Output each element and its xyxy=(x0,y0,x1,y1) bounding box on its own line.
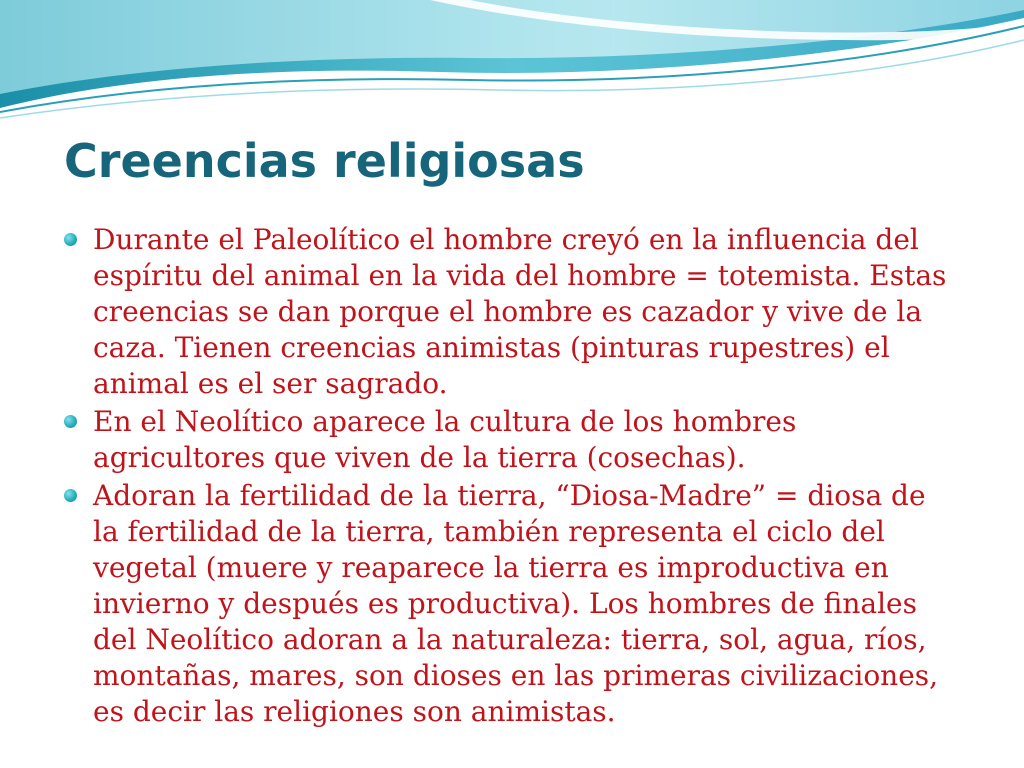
bullet-dot-icon xyxy=(64,415,77,428)
bullet-item-fertilidad xyxy=(60,478,960,730)
bullet-dot-icon xyxy=(64,489,77,502)
bullet-list xyxy=(60,222,960,732)
wave-header-decoration xyxy=(0,0,1024,130)
bullet-item-paleolitico xyxy=(60,222,960,402)
bullet-text: Adoran la fertilidad de la tierra, “Diosa-Madre” = diosa de la fertilidad de la tierra, también representa el ciclo del vegetal (muere y reaparece la tierra es improductiva en invierno y después es productiva). Los hombres de finales del Neolítico adoran a la naturaleza: tierra, sol, agua, ríos, montañas, mares, son dioses en las primeras civilizaciones, es decir las religiones son animistas. xyxy=(93,479,939,728)
bullet-dot-icon xyxy=(64,233,77,246)
bullet-item-neolitico xyxy=(60,404,960,476)
slide-title: Creencias religiosas xyxy=(64,134,585,188)
bullet-text: En el Neolítico aparece la cultura de los hombres agricultores que viven de la tierra (cosechas). xyxy=(93,405,797,474)
bullet-text: Durante el Paleolítico el hombre creyó en la influencia del espíritu del animal en la vida del hombre = totemista. Estas creencias se dan porque el hombre es cazador y vive de la caza. Tienen creencias animistas (pinturas rupestres) el animal es el ser sagrado. xyxy=(93,223,947,400)
